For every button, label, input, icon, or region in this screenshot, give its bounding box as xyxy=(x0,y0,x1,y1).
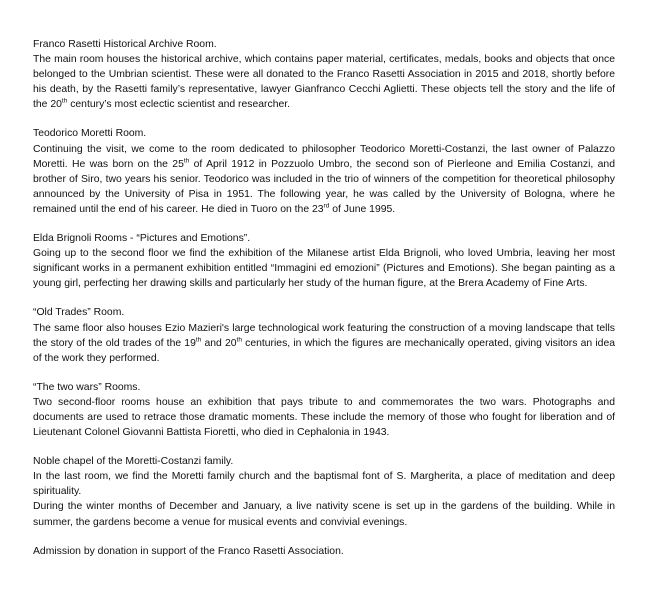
section-rasetti-archive xyxy=(33,37,615,112)
section-heading: Teodorico Moretti Room. xyxy=(33,128,147,140)
section-heading: “The two wars” Rooms. xyxy=(33,381,141,393)
section-body: Going up to the second floor we find the exhibition of the Milanese artist Elda Brignoli, who loved Umbria, leaving her most significant works in a permanent exhibition entitled “Immagini ed emozioni” (Pictures and Emotions). She began painting as a young girl, perfecting her drawing skills and particularly her study of the human figure, at the Brera Academy of Fine Arts. xyxy=(33,248,615,290)
section-noble-chapel xyxy=(33,454,615,529)
section-moretti-room xyxy=(33,126,615,217)
document-page xyxy=(33,37,615,559)
admission-note: Admission by donation in support of the Franco Rasetti Association. xyxy=(33,545,344,557)
section-brignoli-rooms xyxy=(33,231,615,291)
section-body: The same floor also houses Ezio Mazieri's large technological work featuring the construction of a moving landscape that tells the story of the old trades of the 19th and 20th centuries, in which the figures are mechanically operated, giving visitors an idea of the work they performed. xyxy=(33,322,616,364)
section-body: Continuing the visit, we come to the room dedicated to philosopher Teodorico Moretti-Costanzi, the last owner of Palazzo Moretti. He was born on the 25th of April 1912 in Pozzuolo Umbro, the second son of Pierleone and Emilia Costanzi, and brother of Siro, two years his senior. Teodorico was included in the trio of winners of the competition for theoretical philosophy announced by the University of Pisa in 1951. The following year, he was called by the University of Bologna, where he remained until the end of his career. He died in Tuoro on the 23rd of June 1995. xyxy=(33,143,615,215)
section-body: Two second-floor rooms house an exhibition that pays tribute to and commemorates the two wars. Photographs and documents are used to retrace those dramatic moments. These include the memory of those who fought for liberation and of Lieutenant Colonel Giovanni Battista Fioretti, who died in Cephalonia in 1943. xyxy=(33,396,615,439)
section-body: The main room houses the historical archive, which contains paper material, certificates, medals, books and objects that once belonged to the Umbrian scientist. These were all donated to the Franco Rasetti Association in 2015 and 2018, shortly before his death, by the Rasetti family’s representative, lawyer Gianfranco Cecchi Aglietti. These objects tell the story and the life of the 20th century’s most eclectic scientist and researcher. xyxy=(33,54,615,111)
section-two-wars xyxy=(33,380,615,440)
section-heading: Franco Rasetti Historical Archive Room. xyxy=(33,39,217,50)
section-heading: “Old Trades” Room. xyxy=(33,307,125,319)
section-body-continued: During the winter months of December and January, a live nativity scene is set up in the gardens of the building. While in summer, the gardens become a venue for musical events and convivial evenings. xyxy=(33,501,615,528)
section-heading: Noble chapel of the Moretti-Costanzi family. xyxy=(33,456,234,468)
section-body: In the last room, we find the Moretti family church and the baptismal font of S. Margherita, a place of meditation and deep spirituality. xyxy=(33,471,615,498)
section-heading: Elda Brignoli Rooms - “Pictures and Emotions”. xyxy=(33,233,251,245)
section-old-trades xyxy=(33,305,615,365)
